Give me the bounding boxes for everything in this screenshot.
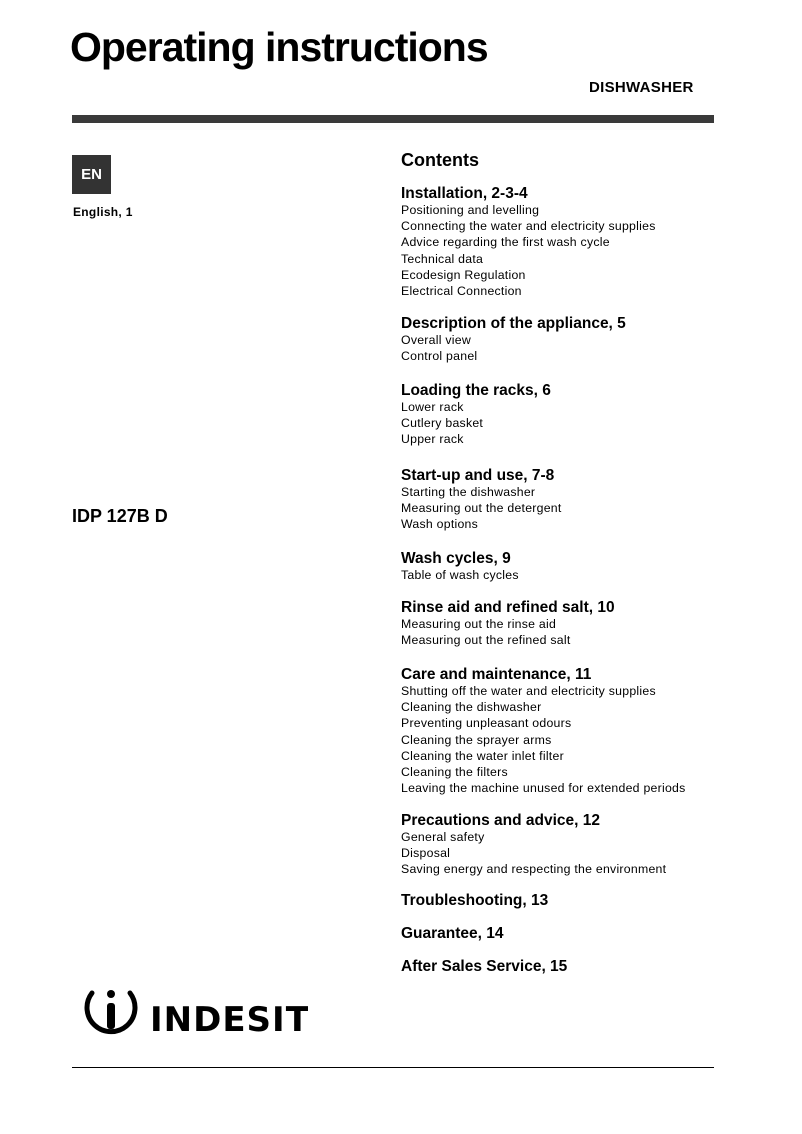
section-item: Control panel	[401, 349, 478, 364]
section-item: Cleaning the water inlet filter	[401, 748, 564, 763]
section-heading: Installation, 2-3-4	[401, 185, 528, 202]
contents-section	[401, 382, 551, 448]
section-item: Cleaning the dishwasher	[401, 700, 542, 715]
model-number: IDP 127B D	[72, 506, 168, 526]
section-item: Starting the dishwasher	[401, 485, 536, 499]
section-heading: Care and maintenance, 11	[401, 666, 592, 683]
document-title: Operating instructions	[70, 24, 488, 70]
section-heading: Description of the appliance, 5	[401, 315, 626, 332]
svg-text:INDESIT: INDESIT	[150, 1000, 308, 1040]
section-item: Technical data	[401, 251, 484, 266]
section-item: Leaving the machine unused for extended periods	[401, 781, 686, 796]
contents-section	[401, 958, 567, 975]
contents-section	[401, 467, 562, 533]
section-item: Table of wash cycles	[401, 568, 519, 582]
product-type: DISHWASHER	[589, 79, 694, 96]
section-item: Wash options	[401, 517, 479, 532]
contents-section	[401, 812, 666, 878]
contents-section	[401, 666, 686, 796]
section-item: Electrical Connection	[401, 284, 522, 299]
section-item: Cleaning the sprayer arms	[401, 732, 552, 747]
footer-divider	[72, 1067, 714, 1068]
section-heading: After Sales Service, 15	[401, 958, 568, 975]
section-heading: Start-up and use, 7-8	[401, 467, 555, 484]
section-item: Ecodesign Regulation	[401, 267, 526, 282]
section-heading: Loading the racks, 6	[401, 382, 551, 399]
section-item: General safety	[401, 830, 485, 844]
section-item: Advice regarding the first wash cycle	[401, 235, 610, 250]
contents-section	[401, 185, 656, 299]
section-heading: Troubleshooting, 13	[401, 892, 549, 909]
section-heading: Rinse aid and refined salt, 10	[401, 599, 615, 616]
header-divider	[72, 115, 714, 123]
contents-section	[401, 599, 615, 648]
language-badge: EN	[72, 155, 111, 194]
section-item: Positioning and levelling	[401, 203, 540, 217]
section-item: Cutlery basket	[401, 416, 484, 431]
section-item: Lower rack	[401, 400, 464, 414]
section-item: Measuring out the detergent	[401, 501, 562, 516]
contents-section	[401, 892, 548, 909]
contents-section	[401, 550, 519, 583]
section-item: Overall view	[401, 333, 471, 347]
section-heading: Wash cycles, 9	[401, 550, 511, 567]
section-item: Connecting the water and electricity supplies	[401, 219, 656, 234]
section-item: Upper rack	[401, 432, 464, 447]
section-item: Shutting off the water and electricity supplies	[401, 684, 656, 698]
section-item: Disposal	[401, 846, 451, 861]
section-item: Measuring out the rinse aid	[401, 617, 557, 631]
contents-section	[401, 315, 626, 364]
contents-title: Contents	[401, 150, 479, 170]
section-item: Saving energy and respecting the environment	[401, 862, 667, 877]
section-heading: Precautions and advice, 12	[401, 812, 601, 829]
section-item: Preventing unpleasant odours	[401, 716, 572, 731]
section-heading: Guarantee, 14	[401, 925, 504, 942]
indesit-logo	[78, 985, 308, 1048]
section-item: Cleaning the filters	[401, 765, 508, 780]
section-item: Measuring out the refined salt	[401, 633, 571, 648]
contents-section	[401, 925, 504, 942]
language-label: English, 1	[73, 205, 133, 219]
